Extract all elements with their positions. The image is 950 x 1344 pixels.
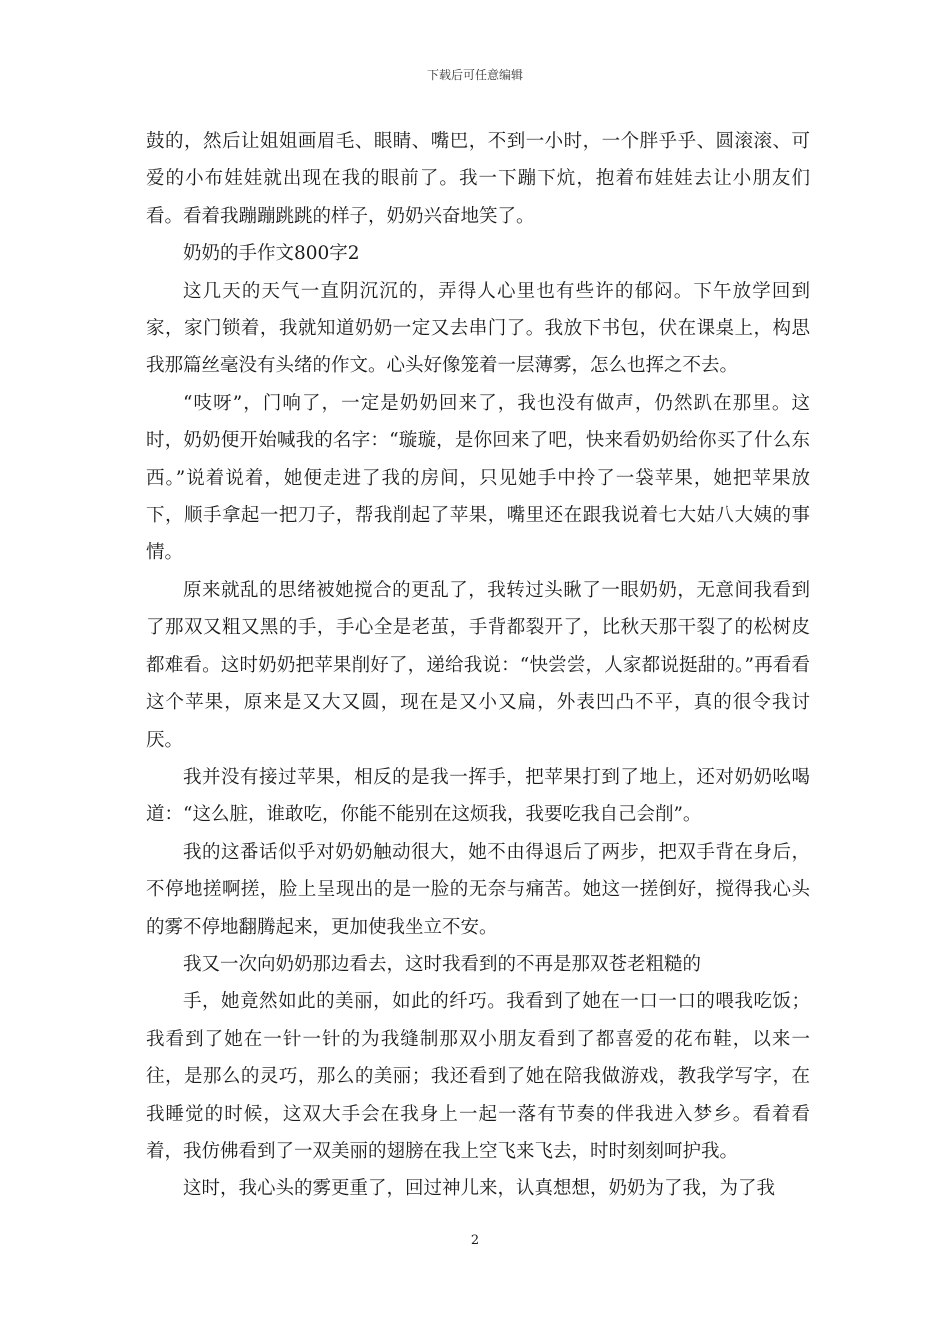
paragraph: 原来就乱的思绪被她搅合的更乱了，我转过头瞅了一眼奶奶，无意间我看到了那双又粗又黑的手，手心全是老茧，手背都裂开了，比秋天那干裂了的松树皮都难看。这时奶奶把苹果削好了，递给我说：“快尝尝，人家都说挺甜的。”再看看这个苹果，原来是又大又圆，现在是又小又扁，外表凹凸不平，真的很令我讨厌。 [146, 579, 810, 751]
essay-subtitle: 奶奶的手作文800字2 [183, 243, 360, 265]
paragraph: 我并没有接过苹果，相反的是我一挥手，把苹果打到了地上，还对奶奶吆喝道：“这么脏，谁敢吃，你能不能别在这烦我，我要吃我自己会削”。 [146, 766, 810, 826]
page-number: 2 [470, 1233, 480, 1248]
paragraph: 我又一次向奶奶那边看去，这时我看到的不再是那双苍老粗糙的 [183, 953, 702, 975]
paragraph: 手，她竟然如此的美丽，如此的纤巧。我看到了她在一口一口的喂我吃饭；我看到了她在一针一针的为我缝制那双小朋友看到了都喜爱的花布鞋，以来一往，是那么的灵巧，那么的美丽；我还看到了她在陪我做游戏，教我学写字，在我睡觉的时候，这双大手会在我身上一起一落有节奏的伴我进入梦乡。看着看着，我仿佛看到了一双美丽的翅膀在我上空飞来飞去，时时刻刻呵护我。 [146, 991, 810, 1162]
page-header: 下载后可任意编辑 [426, 68, 523, 82]
paragraph: 我的这番话似乎对奶奶触动很大，她不由得退后了两步，把双手背在身后，不停地搓啊搓，脸上呈现出的是一脸的无奈与痛苦。她这一搓倒好，搅得我心头的雾不停地翻腾起来，更加使我坐立不安。 [146, 841, 810, 938]
document-body [146, 123, 810, 1208]
paragraph: 这几天的天气一直阴沉沉的，弄得人心里也有些许的郁闷。下午放学回到家，家门锁着，我就知道奶奶一定又去串门了。我放下书包，伏在课桌上，构思我那篇丝毫没有头绪的作文。心头好像笼着一层薄雾，怎么也挥之不去。 [146, 280, 810, 377]
paragraph-continuation: 鼓的，然后让姐姐画眉毛、眼睛、嘴巴，不到一小时，一个胖乎乎、圆滚滚、可爱的小布娃娃就出现在我的眼前了。我一下蹦下炕，抱着布娃娃去让小朋友们看。看着我蹦蹦跳跳的样子，奶奶兴奋地笑了。 [146, 131, 810, 227]
paragraph: “吱呀”，门响了，一定是奶奶回来了，我也没有做声，仍然趴在那里。这时，奶奶便开始喊我的名字：“璇璇，是你回来了吧，快来看奶奶给你买了什么东西。”说着说着，她便走进了我的房间，只见她手中拎了一袋苹果，她把苹果放下，顺手拿起一把刀子，帮我削起了苹果，嘴里还在跟我说着七大姑八大姨的事情。 [146, 392, 810, 564]
paragraph: 这时，我心头的雾更重了，回过神儿来，认真想想，奶奶为了我，为了我 [183, 1178, 776, 1200]
